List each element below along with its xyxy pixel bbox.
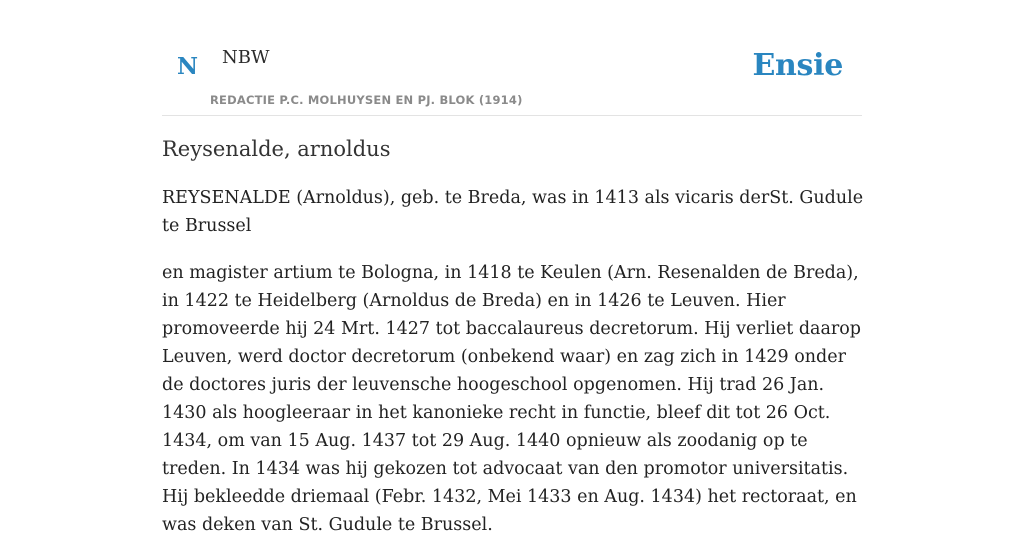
article-title: Reysenalde, arnoldus [162, 137, 391, 161]
source-title[interactable]: NBW [222, 47, 270, 68]
ensie-logo[interactable]: Ensie [752, 48, 843, 83]
article [162, 135, 864, 539]
source-logo: N [177, 53, 199, 80]
source-subtitle: REDACTIE P.C. MOLHUYSEN EN PJ. BLOK (1914) [210, 93, 523, 107]
source-header [162, 38, 862, 116]
article-paragraph: REYSENALDE (Arnoldus), geb. te Breda, was in 1413 als vicaris derSt. Gudule te Brussel [162, 188, 864, 237]
article-paragraph: en magister artium te Bologna, in 1418 te Keulen (Arn. Resenalden de Breda), in 1422 te Heidelberg (Arnoldus de Breda) en in 1426 te Leuven. Hier promoveerde hij 24 Mrt. 1427 tot baccalaureus decretorum. Hij verliet daarop Leuven, werd doctor decretorum (onbekend waar) en zag zich in 1429 onder de doctores juris der leuvensche hoogeschool opgenomen. Hij trad 26 Jan. 1430 als hoogleeraar in het kanonieke recht in functie, bleef dit tot 26 Oct. 1434, om van 15 Aug. 1437 tot 29 Aug. 1440 opnieuw als zoodanig op te treden. In 1434 was hij gekozen tot advocaat van den promotor universitatis. Hij bekleedde driemaal (Febr. 1432, Mei 1433 en Aug. 1434) het rectoraat, en was deken van St. Gudule te Brussel. [162, 263, 862, 536]
